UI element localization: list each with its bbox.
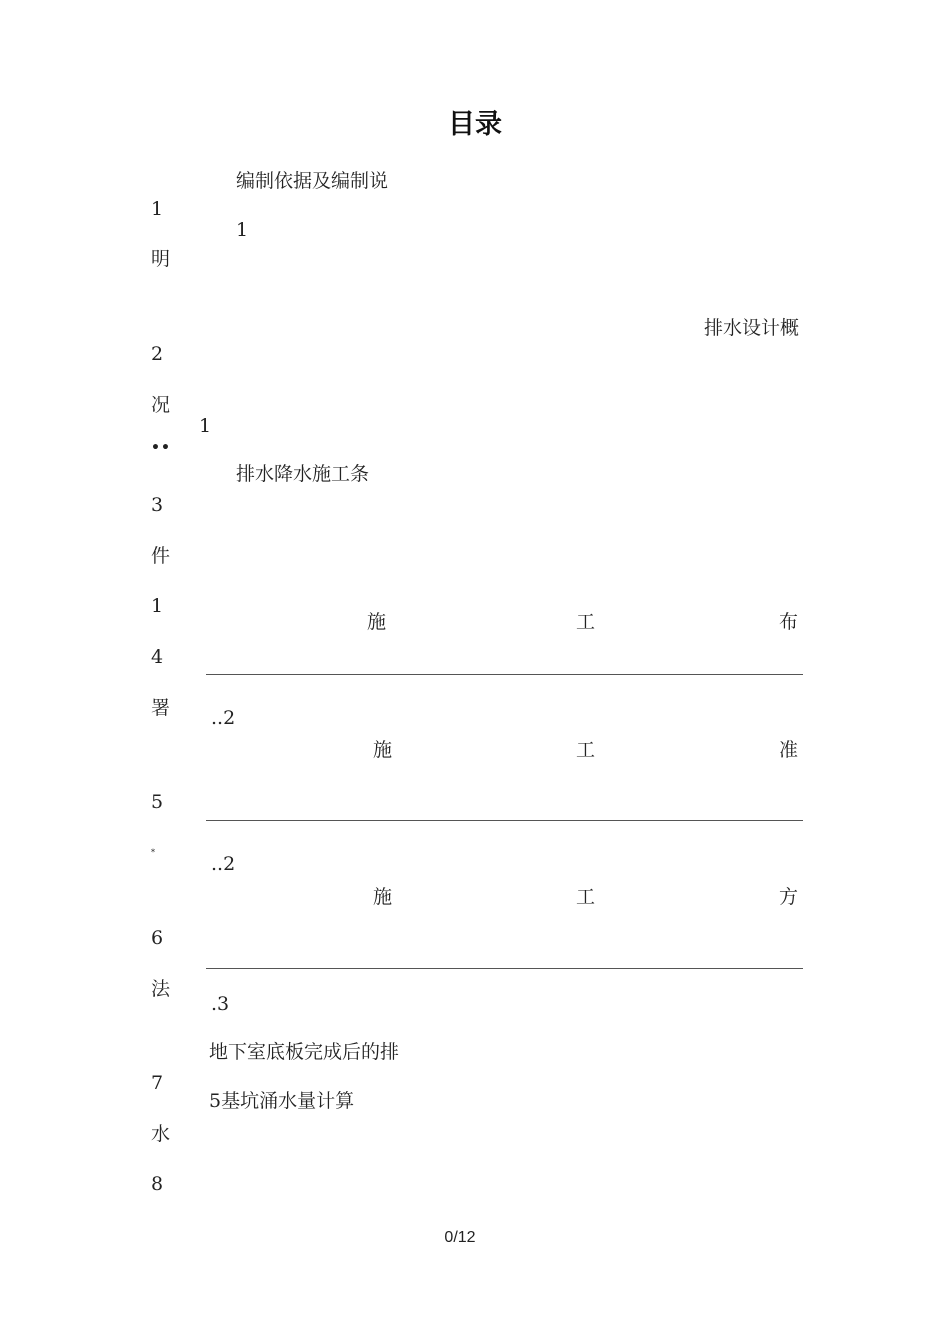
toc-entry-1-continuation: 明 (151, 248, 171, 270)
toc-entry-5-char-2: 工 (576, 739, 596, 761)
toc-leader-line-4 (206, 674, 803, 675)
toc-entry-4-continuation: 署 (151, 697, 171, 719)
toc-entry-6-char-2: 工 (576, 886, 596, 908)
toc-entry-3-continuation: 件 (151, 545, 171, 567)
toc-entry-5-number: 5 (151, 791, 164, 813)
toc-entry-7-title: 地下室底板完成后的排 (209, 1041, 400, 1063)
toc-entry-7-number: 7 (151, 1072, 164, 1094)
page-title: 目录 (448, 109, 502, 140)
toc-entry-6-page: .3 (211, 993, 230, 1015)
toc-entry-2-number: 2 (151, 343, 164, 365)
toc-entry-2-title: 排水设计概 (704, 317, 800, 339)
toc-entry-1-title: 编制依据及编制说 (236, 170, 389, 192)
toc-entry-4-char-2: 工 (576, 611, 596, 633)
toc-leader-line-5 (206, 820, 803, 821)
toc-entry-5-char-3: 准 (779, 739, 799, 761)
toc-entry-6-char-1: 施 (373, 886, 393, 908)
toc-entry-4-page: ..2 (211, 707, 236, 729)
toc-entry-4-char-1: 施 (367, 611, 387, 633)
toc-entry-5-page: ..2 (211, 853, 236, 875)
toc-entry-7-continuation: 水 (151, 1123, 171, 1145)
toc-entry-1-page: 1 (236, 219, 249, 241)
toc-entry-3-page: 1 (151, 595, 164, 617)
toc-entry-2-page: 1 (199, 415, 212, 437)
toc-entry-6-continuation: 法 (151, 978, 171, 1000)
toc-entry-3-number: 3 (151, 494, 164, 516)
toc-entry-8-number: 8 (151, 1173, 164, 1195)
page-number: 0/12 (444, 1229, 476, 1246)
toc-entry-3-title: 排水降水施工条 (236, 463, 370, 485)
toc-entry-8-title: 5基坑涌水量计算 (209, 1090, 355, 1112)
toc-entry-2-dots: •• (151, 440, 171, 456)
toc-entry-6-char-3: 方 (779, 886, 799, 908)
toc-entry-1-number: 1 (151, 198, 164, 220)
toc-entry-4-char-3: 布 (779, 611, 799, 633)
toc-entry-4-number: 4 (151, 646, 164, 668)
toc-entry-2-continuation: 况 (151, 394, 171, 416)
toc-entry-6-number: 6 (151, 927, 164, 949)
toc-leader-line-6 (206, 968, 803, 969)
toc-entry-5-char-1: 施 (373, 739, 393, 761)
toc-entry-5-mark: * (151, 848, 155, 857)
